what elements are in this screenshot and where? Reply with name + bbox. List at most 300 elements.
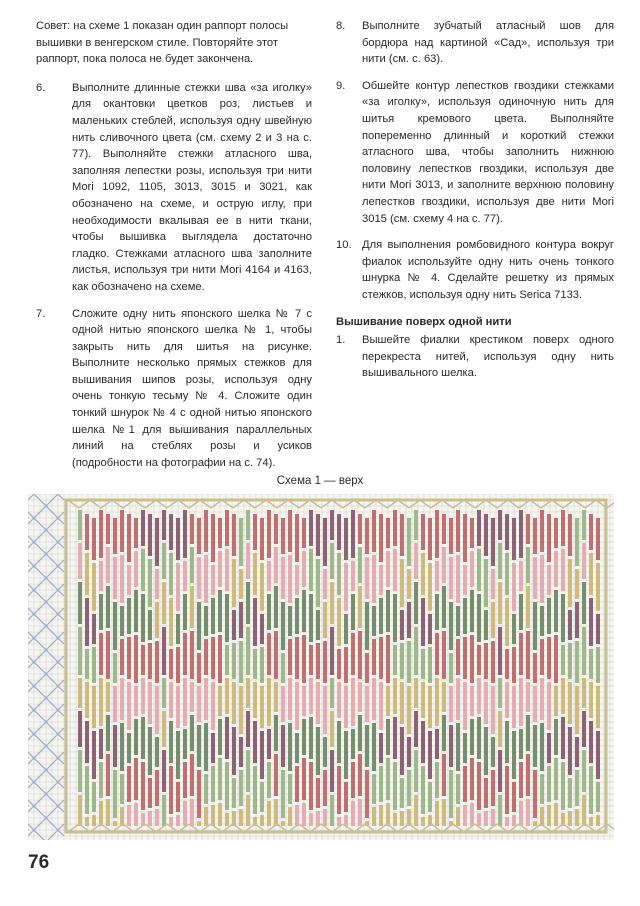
satin-stitch — [323, 569, 327, 599]
satin-stitch — [526, 715, 530, 751]
satin-stitch — [365, 725, 369, 767]
satin-stitch — [449, 770, 453, 818]
satin-stitch — [288, 723, 292, 771]
satin-stitch — [498, 627, 502, 675]
satin-stitch — [113, 653, 117, 683]
satin-stitch — [99, 594, 103, 630]
step-9 — [336, 78, 614, 227]
satin-stitch — [274, 715, 278, 751]
satin-stitch — [386, 590, 390, 632]
satin-stitch — [505, 649, 509, 679]
satin-stitch — [358, 754, 362, 796]
satin-stitch — [393, 678, 397, 714]
satin-stitch — [176, 731, 180, 779]
satin-stitch — [337, 766, 341, 814]
satin-stitch — [204, 510, 208, 552]
satin-stitch — [561, 594, 565, 642]
satin-stitch — [526, 754, 530, 796]
satin-stitch — [190, 586, 194, 628]
satin-stitch — [554, 518, 558, 548]
satin-stitch — [309, 594, 313, 642]
satin-stitch — [323, 770, 327, 806]
satin-stitch — [141, 510, 145, 546]
satin-stitch — [351, 729, 355, 759]
satin-stitch — [442, 754, 446, 796]
satin-stitch — [344, 686, 348, 728]
satin-stitch — [295, 514, 299, 562]
satin-stitch — [386, 719, 390, 755]
satin-stitch — [428, 614, 432, 644]
satin-stitch — [519, 510, 523, 558]
satin-stitch — [582, 711, 586, 747]
satin-stitch — [379, 598, 383, 634]
satin-stitch — [197, 821, 201, 826]
satin-stitch — [484, 610, 488, 640]
satin-stitch — [589, 766, 593, 814]
satin-stitch — [519, 801, 523, 826]
satin-stitch — [596, 686, 600, 728]
satin-stitch — [589, 682, 593, 718]
satin-stitch — [407, 737, 411, 767]
satin-stitch — [393, 645, 397, 675]
satin-stitch — [176, 518, 180, 560]
satin-stitch — [449, 557, 453, 599]
satin-stitch — [491, 518, 495, 566]
satin-stitch — [421, 514, 425, 550]
satin-stitch — [533, 653, 537, 683]
satin-stitch — [302, 719, 306, 755]
satin-stitch — [379, 733, 383, 763]
satin-stitch — [477, 645, 481, 675]
left-column — [36, 18, 312, 481]
satin-stitch — [113, 557, 117, 599]
satin-stitch — [190, 514, 194, 544]
satin-stitch — [519, 561, 523, 591]
satin-stitch — [407, 641, 411, 683]
satin-stitch — [218, 518, 222, 548]
satin-stitch — [505, 514, 509, 550]
satin-stitch — [456, 723, 460, 771]
satin-stitch — [134, 719, 138, 755]
satin-stitch — [470, 551, 474, 587]
satin-stitch — [253, 721, 257, 763]
satin-stitch — [337, 649, 341, 679]
satin-stitch — [295, 766, 299, 802]
satin-stitch — [351, 561, 355, 591]
satin-stitch — [498, 795, 502, 826]
satin-stitch — [484, 514, 488, 556]
satin-stitch — [505, 766, 509, 814]
satin-stitch — [491, 641, 495, 683]
satin-stitch — [295, 805, 299, 826]
satin-stitch — [197, 557, 201, 599]
satin-stitch — [428, 731, 432, 779]
satin-stitch — [183, 762, 187, 798]
satin-stitch — [477, 510, 481, 546]
satin-stitch — [498, 678, 502, 708]
satin-stitch — [323, 602, 327, 638]
satin-stitch — [148, 682, 152, 724]
satin-stitch — [575, 602, 579, 638]
satin-stitch — [344, 647, 348, 683]
satin-stitch — [281, 821, 285, 826]
satin-stitch — [582, 750, 586, 792]
satin-stitch — [204, 639, 208, 675]
satin-stitch — [344, 782, 348, 812]
right-column — [336, 18, 614, 392]
satin-stitch — [575, 737, 579, 767]
satin-stitch — [449, 686, 453, 722]
satin-stitch — [78, 543, 82, 579]
satin-stitch — [225, 813, 229, 826]
step-text: Для выполнения ромбовидного контура вокруг фиалок используйте одну нить очень тонкого шнурка № 4. Сделайте решетку из прямых стежков, используя одну нить Serica 7133. — [362, 239, 614, 301]
satin-stitch — [274, 514, 278, 544]
satin-stitch — [85, 553, 89, 595]
satin-stitch — [547, 733, 551, 763]
satin-stitch — [218, 803, 222, 826]
satin-stitch — [358, 586, 362, 628]
satin-stitch — [134, 635, 138, 683]
satin-stitch — [589, 721, 593, 763]
satin-stitch — [78, 678, 82, 708]
satin-stitch — [316, 559, 320, 607]
satin-stitch — [519, 729, 523, 759]
satin-stitch — [225, 645, 229, 675]
satin-stitch — [190, 682, 194, 712]
satin-stitch — [99, 678, 103, 726]
satin-stitch — [596, 614, 600, 644]
satin-stitch — [449, 653, 453, 683]
satin-stitch — [414, 543, 418, 579]
satin-stitch — [365, 653, 369, 683]
satin-stitch — [477, 762, 481, 810]
satin-stitch — [148, 778, 152, 808]
satin-stitch — [386, 518, 390, 548]
satin-stitch — [141, 645, 145, 675]
satin-stitch — [106, 547, 110, 583]
satin-stitch — [316, 727, 320, 775]
satin-stitch — [316, 643, 320, 679]
step-text: Обшейте контур лепестков гвоздики стежками «за иголку», используя одиночную нить для шитья кремового цвета. Выполняйте попеременно длинный и короткий стежки атласного шва, чтобы заполнить нижнюю половину лепестков гвоздики, используя две нити Mori 3013, и заполните верхнюю половину лепестков гвоздики, используя две нити Mori 3015 (см. схему 4 на с. 77). — [362, 79, 614, 225]
satin-stitch — [148, 514, 152, 556]
satin-stitch — [253, 598, 257, 646]
satin-stitch — [169, 817, 173, 826]
satin-stitch — [540, 774, 544, 804]
step-8 — [336, 18, 614, 68]
satin-stitch — [134, 803, 138, 826]
satin-stitch — [239, 809, 243, 826]
satin-stripes — [78, 510, 600, 826]
satin-stitch — [491, 602, 495, 638]
satin-stitch — [554, 719, 558, 755]
satin-stitch — [351, 633, 355, 675]
satin-stitch — [533, 602, 537, 650]
satin-stitch — [113, 725, 117, 767]
satin-stitch — [302, 518, 306, 548]
satin-stitch — [400, 559, 404, 607]
satin-stitch — [169, 514, 173, 550]
satin-stitch — [561, 549, 565, 591]
satin-stitch — [477, 678, 481, 714]
satin-stitch — [379, 682, 383, 730]
satin-stitch — [484, 778, 488, 808]
satin-stitch — [358, 514, 362, 544]
satin-stitch — [85, 598, 89, 646]
satin-stitch — [463, 514, 467, 562]
satin-stitch — [575, 809, 579, 826]
satin-stitch — [246, 543, 250, 579]
satin-stitch — [330, 627, 334, 675]
satin-stitch — [512, 614, 516, 644]
tip-text: Совет: на схеме 1 показан один раппорт полосы вышивки в венгерском стиле. Повторяйте этот раппорт, пока полоса не будет закончена. — [36, 20, 289, 66]
satin-stitch — [344, 614, 348, 644]
satin-stitch — [232, 610, 236, 640]
satin-stitch — [169, 598, 173, 646]
satin-stitch — [211, 637, 215, 679]
satin-stitch — [204, 606, 208, 636]
embroidery-chart-image — [28, 494, 614, 840]
satin-stitch — [190, 715, 194, 751]
satin-stitch — [211, 565, 215, 595]
satin-stitch — [85, 766, 89, 814]
satin-stitch — [337, 553, 341, 595]
satin-stitch — [155, 737, 159, 767]
satin-stitch — [176, 614, 180, 644]
satin-stitch — [379, 514, 383, 562]
satin-stitch — [197, 653, 201, 683]
satin-stitch — [540, 555, 544, 603]
satin-stitch — [218, 551, 222, 587]
satin-stitch — [547, 565, 551, 595]
satin-stitch — [519, 594, 523, 630]
satin-stitch — [127, 682, 131, 730]
satin-stitch — [99, 510, 103, 558]
satin-stitch — [470, 803, 474, 826]
satin-stitch — [554, 590, 558, 632]
satin-stitch — [113, 821, 117, 826]
satin-stitch — [323, 641, 327, 683]
satin-stitch — [288, 555, 292, 603]
satin-stitch — [379, 805, 383, 826]
satin-stitch — [519, 678, 523, 726]
satin-stitch — [421, 817, 425, 826]
satin-stitch — [232, 778, 236, 808]
satin-stitch — [337, 598, 341, 646]
satin-stitch — [183, 633, 187, 675]
satin-stitch — [547, 598, 551, 634]
satin-stitch — [134, 590, 138, 632]
satin-stitch — [253, 649, 257, 679]
satin-stitch — [92, 686, 96, 728]
satin-stitch — [491, 809, 495, 826]
satin-stitch — [204, 678, 208, 720]
satin-stitch — [330, 678, 334, 708]
satin-stitch — [78, 711, 82, 747]
step-7 — [36, 306, 312, 472]
satin-stitch — [386, 635, 390, 683]
satin-stitch — [365, 686, 369, 722]
satin-stitch — [211, 682, 215, 730]
satin-stitch — [274, 547, 278, 583]
satin-stitch — [120, 510, 124, 552]
satin-stitch — [85, 649, 89, 679]
embroidery-scheme — [28, 494, 614, 840]
satin-stitch — [505, 817, 509, 826]
satin-stitch — [358, 715, 362, 751]
satin-stitch — [281, 686, 285, 722]
satin-stitch — [232, 682, 236, 724]
satin-stitch — [218, 635, 222, 683]
satin-stitch — [309, 813, 313, 826]
satin-stitch — [484, 643, 488, 679]
satin-stitch — [435, 801, 439, 826]
satin-stitch — [155, 641, 159, 683]
satin-stitch — [211, 805, 215, 826]
satin-stitch — [302, 635, 306, 683]
satin-stitch — [120, 555, 124, 603]
satin-stitch — [281, 557, 285, 599]
satin-stitch — [239, 602, 243, 638]
satin-stitch — [246, 795, 250, 826]
satin-stitch — [204, 774, 208, 804]
satin-stitch — [253, 682, 257, 718]
satin-stitch — [127, 637, 131, 679]
satin-stitch — [407, 518, 411, 566]
satin-stitch — [267, 510, 271, 558]
satin-stitch — [568, 610, 572, 640]
satin-stitch — [400, 778, 404, 808]
satin-stitch — [568, 811, 572, 826]
satin-stitch — [211, 766, 215, 802]
satin-stitch — [421, 553, 425, 595]
satin-stitch — [85, 682, 89, 718]
satin-stitch — [218, 758, 222, 800]
satin-stitch — [470, 635, 474, 683]
satin-stitch — [568, 727, 572, 775]
satin-stitch — [190, 547, 194, 583]
satin-stitch — [512, 731, 516, 779]
satin-stitch — [435, 633, 439, 675]
satin-stitch — [456, 639, 460, 675]
satin-stitch — [561, 645, 565, 675]
satin-stitch — [533, 686, 537, 722]
satin-stitch — [498, 510, 502, 540]
satin-stitch — [533, 557, 537, 599]
satin-stitch — [589, 649, 593, 679]
satin-stitch — [554, 551, 558, 587]
satin-stitch — [498, 750, 502, 792]
satin-stitch — [267, 633, 271, 675]
satin-stitch — [302, 551, 306, 587]
satin-stitch — [239, 641, 243, 683]
satin-stitch — [176, 647, 180, 683]
satin-stitch — [589, 514, 593, 550]
satin-stitch — [92, 647, 96, 683]
satin-stitch — [120, 774, 124, 804]
satin-stitch — [337, 817, 341, 826]
satin-stitch — [484, 682, 488, 724]
satin-stitch — [113, 602, 117, 650]
satin-stitch — [155, 686, 159, 734]
satin-stitch — [267, 594, 271, 630]
satin-stitch — [253, 553, 257, 595]
satin-stitch — [407, 602, 411, 638]
satin-stitch — [547, 637, 551, 679]
satin-stitch — [302, 803, 306, 826]
satin-stitch — [113, 770, 117, 818]
satin-stitch — [540, 639, 544, 675]
satin-stitch — [295, 598, 299, 634]
satin-stitch — [498, 711, 502, 747]
satin-stitch — [456, 606, 460, 636]
satin-stitch — [281, 602, 285, 650]
satin-stitch — [260, 563, 264, 611]
satin-stitch — [512, 815, 516, 826]
satin-stitch — [414, 627, 418, 675]
satin-stitch — [190, 754, 194, 796]
satin-stitch — [260, 782, 264, 812]
satin-stitch — [463, 805, 467, 826]
satin-stitch — [372, 723, 376, 771]
satin-stitch — [295, 733, 299, 763]
satin-stitch — [372, 774, 376, 804]
satin-stitch — [141, 594, 145, 642]
satin-stitch — [155, 602, 159, 638]
satin-stitch — [162, 795, 166, 826]
satin-stitch — [309, 645, 313, 675]
satin-stitch — [323, 518, 327, 566]
satin-stitch — [456, 678, 460, 720]
satin-stitch — [99, 633, 103, 675]
satin-stitch — [162, 711, 166, 747]
step-number: 7. — [36, 307, 46, 320]
satin-stitch — [260, 686, 264, 728]
satin-stitch — [421, 598, 425, 646]
satin-stitch — [127, 514, 131, 562]
satin-stitch — [211, 514, 215, 562]
satin-stitch — [148, 643, 152, 679]
satin-stitch — [596, 647, 600, 683]
satin-stitch — [470, 518, 474, 548]
satin-stitch — [358, 799, 362, 826]
satin-stitch — [78, 582, 82, 624]
satin-stitch — [169, 682, 173, 718]
satin-stitch — [274, 754, 278, 796]
satin-stitch — [337, 682, 341, 718]
satin-stitch — [309, 762, 313, 810]
satin-stitch — [442, 682, 446, 712]
satin-stitch — [484, 559, 488, 607]
step-text: Вышейте фиалки крестиком поверх одного перекреста нитей, используя одну нить вышивального шелка. — [362, 334, 614, 380]
satin-stitch — [148, 559, 152, 607]
satin-stitch — [428, 782, 432, 812]
satin-stitch — [498, 543, 502, 579]
satin-stitch — [288, 678, 292, 720]
satin-stitch — [449, 518, 453, 554]
satin-stitch — [414, 795, 418, 826]
satin-stitch — [246, 510, 250, 540]
satin-stitch — [400, 514, 404, 556]
satin-stitch — [463, 682, 467, 730]
satin-stitch — [162, 510, 166, 540]
satin-stitch — [582, 582, 586, 624]
satin-stitch — [232, 559, 236, 607]
satin-stitch — [330, 795, 334, 826]
satin-stitch — [267, 801, 271, 826]
satin-stitch — [407, 569, 411, 599]
satin-stitch — [127, 565, 131, 595]
satin-stitch — [547, 682, 551, 730]
